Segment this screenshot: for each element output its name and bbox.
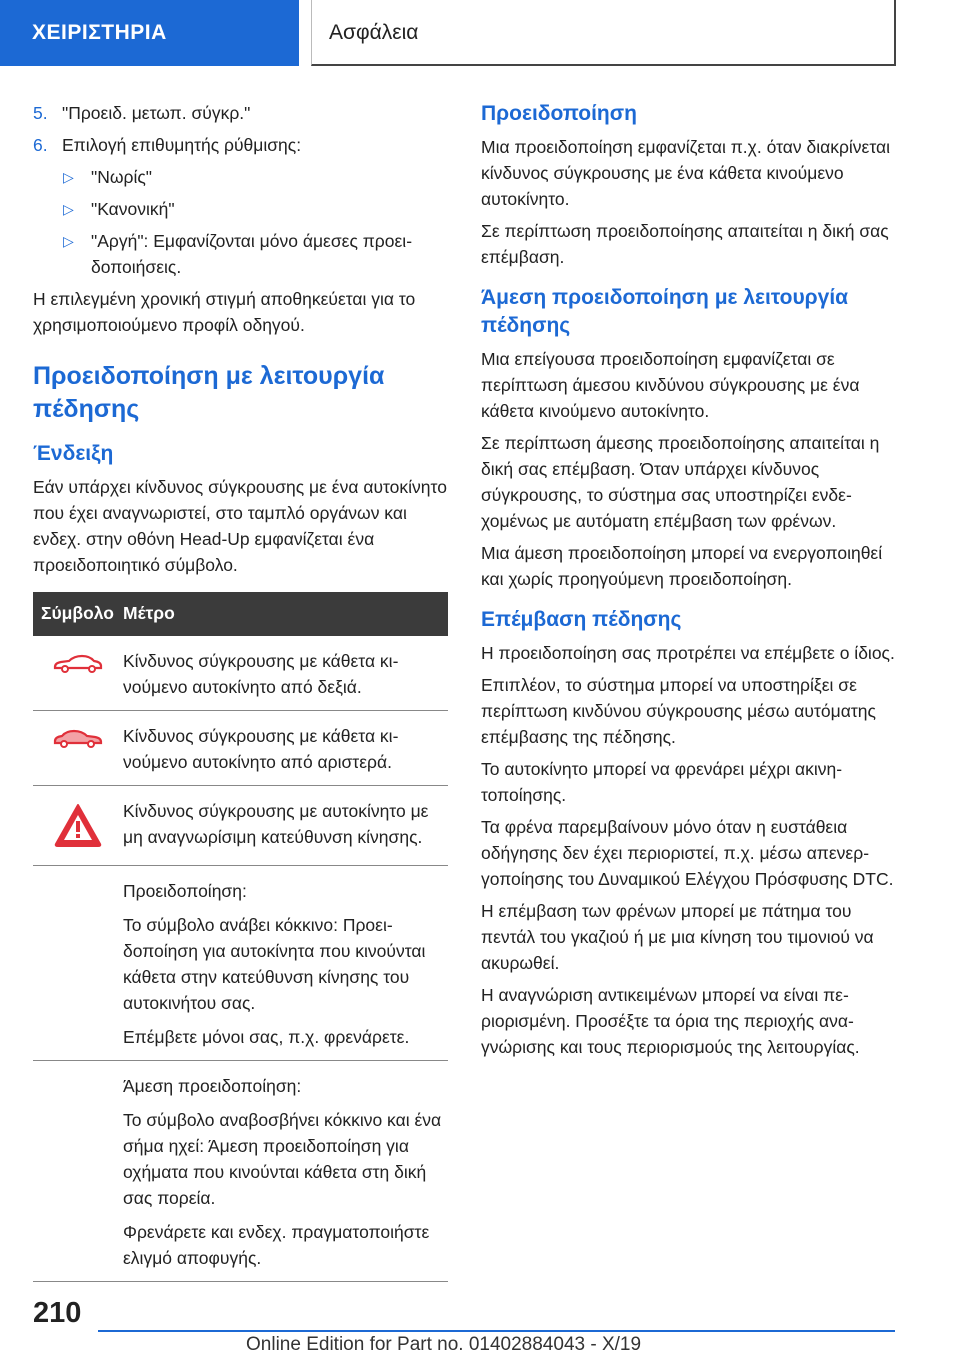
warning-triangle-icon <box>53 802 103 848</box>
list-item: ▷ "Αργή": Εμφανίζονται μόνο άμεσες προειδοποιήσεις. <box>62 228 448 280</box>
page-header <box>0 0 960 66</box>
paragraph: Τα φρένα παρεμβαίνουν μόνο όταν η ευστάθεια οδήγησης δεν έχει περιοριστεί, π.χ. μέσω απενεργοποίησης του Δυναμικού Ελέγχου Πρόσφυσης DTC. <box>481 817 894 889</box>
table-cell-text: Επέμβετε μόνοι σας, π.χ. φρενάρετε. <box>123 1027 410 1047</box>
table-cell-text: Κίνδυνος σύγκρουσης με κάθετα κινούμενο αυτοκίνητο από δεξιά. <box>123 651 399 697</box>
paragraph: Η επιλεγμένη χρονική στιγμή αποθηκεύεται για το χρησιμοποιούμενο προφίλ οδηγού. <box>33 289 416 335</box>
paragraph: Το αυτοκίνητο μπορεί να φρενάρει μέχρι ακινητοποίησης. <box>481 759 843 805</box>
page-number: 210 <box>33 1297 82 1329</box>
table-row <box>33 636 448 711</box>
table-row <box>33 786 448 866</box>
paragraph: Σε περίπτωση άμεσης προειδοποίησης απαιτείται η δική σας επέμβαση. Όταν υπάρχει κίνδυνος σύγκρουσης, το σύστημα σας υποστηρίζει ενδεχομένως με αυτόματη επέμβαση των φρένων. <box>481 433 880 531</box>
table-cell-text: Προειδοποίηση: <box>123 881 247 901</box>
subsection-heading: Άμεση προειδοποίηση με λειτουργία πέδησης <box>481 286 849 337</box>
left-column <box>33 100 448 1282</box>
table-header-measure: Μέτρο <box>123 592 448 636</box>
subsection-heading: Επέμβαση πέδησης <box>481 608 682 631</box>
list-item: 5. "Προειδ. μετωπ. σύγκρ." <box>33 103 251 123</box>
table-header-symbol: Σύμβολο <box>33 592 123 636</box>
section-heading: Προειδοποίηση με λειτουργία πέδησης <box>33 362 385 423</box>
paragraph: Μια επείγουσα προειδοποίηση εμφανίζεται σε περίπτωση άμεσου κινδύνου σύγκρουσης με ένα κάθετα κινούμενο αυτοκίνητο. <box>481 349 860 421</box>
list-item: 6. Επιλογή επιθυμητής ρύθμισης: <box>33 135 302 155</box>
section-title: Ασφάλεια <box>311 0 896 66</box>
table-row <box>33 866 448 1061</box>
triangle-bullet-icon: ▷ <box>63 233 74 249</box>
table-cell-text: Το σύμβολο αναβοσβήνει κόκκινο και ένα σήμα ηχεί: Άμεση προειδοποίηση για οχήματα που κινούνται κάθετα στη δική σας πορεία. <box>123 1110 442 1208</box>
paragraph: Επιπλέον, το σύστημα μπορεί να υποστηρίξει σε περίπτωση κινδύνου σύγκρουσης μέσω αυτόματης επέμβασης της πέδησης. <box>481 675 876 747</box>
paragraph: Η προειδοποίηση σας προτρέπει να επέμβετε ο ίδιος. <box>481 643 895 663</box>
table-header-row <box>33 592 448 636</box>
paragraph: Μια άμεση προειδοποίηση μπορεί να ενεργοποιηθεί και χωρίς προηγούμενη προειδοποίηση. <box>481 543 883 589</box>
table-cell-text: Κίνδυνος σύγκρουσης με κάθετα κινούμενο αυτοκίνητο από αριστερά. <box>123 726 399 772</box>
subsection-heading: Προειδοποίηση <box>481 102 637 125</box>
paragraph: Σε περίπτωση προειδοποίησης απαιτείται η δική σας επέμβαση. <box>481 221 889 267</box>
list-item: ▷ "Νωρίς" <box>62 164 448 190</box>
car-right-icon <box>52 652 104 674</box>
list-item: ▷ "Κανονική" <box>62 196 448 222</box>
table-cell-text: Το σύμβολο ανάβει κόκκινο: Προειδοποίηση για αυτοκίνητα που κινούνται κάθετα στην κατεύθυνση κίνησης του αυτοκινήτου σας. <box>123 915 426 1013</box>
footer-divider <box>98 1330 895 1332</box>
manual-label: ΧΕΙΡΙΣΤΗΡΙΑ <box>0 0 299 66</box>
paragraph: Η επέμβαση των φρένων μπορεί με πάτημα του πεντάλ του γκαζιού ή με μια κίνηση του τιμονιού να ακυρωθεί. <box>481 901 874 973</box>
paragraph: Εάν υπάρχει κίνδυνος σύγκρουσης με ένα αυτοκίνητο που έχει αναγνωριστεί, στο ταμπλό οργάνων και ενδεχ. στην οθόνη Head-Up εμφανίζεται ένα προειδοποιητικό σύμβολο. <box>33 477 447 575</box>
symbol-table <box>33 592 448 1282</box>
table-cell-text: Φρενάρετε και ενδεχ. πραγματοποιήστε ελιγμό αποφυγής. <box>123 1222 430 1268</box>
triangle-bullet-icon: ▷ <box>63 169 74 185</box>
table-cell-text: Κίνδυνος σύγκρουσης με αυτοκίνητο με μη αναγνωρίσιμη κατεύθυνση κίνησης. <box>123 801 429 847</box>
car-left-icon <box>52 727 104 749</box>
table-row <box>33 711 448 786</box>
paragraph: Η αναγνώριση αντικειμένων μπορεί να είναι περιορισμένη. Προσέξτε τα όρια της περιοχής αναγνώρισης και τους περιορισμούς της λειτουργίας. <box>481 985 860 1057</box>
options-list <box>62 164 448 280</box>
footer-edition: Online Edition for Part no. 01402884043 - X/19 <box>246 1334 642 1355</box>
subsection-heading: Ένδειξη <box>33 442 114 465</box>
paragraph: Μια προειδοποίηση εμφανίζεται π.χ. όταν διακρίνεται κίνδυνος σύγκρουσης με ένα κάθετα κινούμενο αυτοκίνητο. <box>481 137 891 209</box>
triangle-bullet-icon: ▷ <box>63 201 74 217</box>
right-column <box>481 100 896 1066</box>
numbered-steps <box>33 100 448 158</box>
table-cell-text: Άμεση προειδοποίηση: <box>123 1076 302 1096</box>
table-row <box>33 1061 448 1282</box>
